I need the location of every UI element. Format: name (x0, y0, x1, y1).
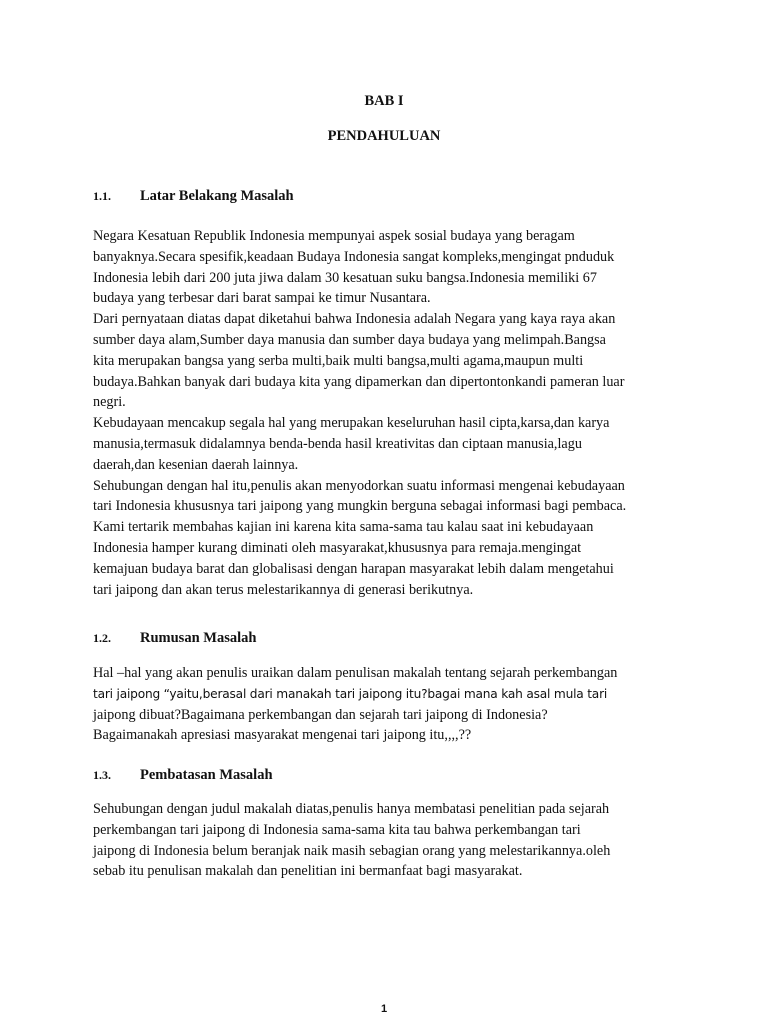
body-line: negri. (93, 394, 126, 411)
section-number: 1.3. (93, 768, 111, 782)
section-number: 1.1. (93, 189, 111, 203)
section-heading (93, 630, 256, 647)
body-line: kita merupakan bangsa yang serba multi,baik multi bangsa,multi agama,maupun multi (93, 352, 584, 369)
chapter-title: PENDAHULUAN (327, 128, 441, 144)
body-line: tari Indonesia khususnya tari jaipong yang mungkin berguna sebagai informasi bagi pembaca. (93, 498, 627, 515)
body-line: Sehubungan dengan hal itu,penulis akan menyodorkan suatu informasi mengenai kebudayaan (93, 477, 625, 494)
section-heading (93, 188, 294, 205)
body-line: Kebudayaan mencakup segala hal yang merupakan keseluruhan hasil cipta,karsa,dan karya (93, 415, 610, 432)
section-body (93, 799, 693, 882)
body-line: sebab itu penulisan makalah dan penelitian ini bermanfaat bagi masyarakat. (93, 863, 523, 880)
body-line: Hal –hal yang akan penulis uraikan dalam penulisan makalah tentang sejarah perkembangan (93, 665, 618, 681)
body-line: jaipong dibuat?Bagaimana perkembangan dan sejarah tari jaipong di Indonesia? (93, 706, 548, 723)
section-title: Latar Belakang Masalah (140, 188, 294, 204)
section-title: Pembatasan Masalah (140, 767, 273, 783)
section-title: Rumusan Masalah (140, 630, 257, 646)
body-line: Kami tertarik membahas kajian ini karena kita sama-sama tau kalau saat ini kebudayaan (93, 519, 594, 536)
section-body (93, 663, 693, 746)
body-line: budaya.Bahkan banyak dari budaya kita yang dipamerkan dan dipertontonkandi pameran luar (93, 373, 625, 390)
body-line: Sehubungan dengan judul makalah diatas,penulis hanya membatasi penelitian pada sejarah (93, 801, 610, 817)
body-line: perkembangan tari jaipong di Indonesia sama-sama kita tau bahwa perkembangan tari (93, 821, 581, 838)
page-number: 1 (380, 1003, 388, 1015)
section-number: 1.2. (93, 631, 111, 645)
body-line: banyaknya.Secara spesifik,keadaan Budaya Indonesia sangat kompleks,mengingat pnduduk (93, 248, 615, 265)
body-line: jaipong di Indonesia belum beranjak naik masih sebagian orang yang melestarikannya.oleh (93, 842, 611, 859)
body-line: tari jaipong “yaitu,berasal dari manakah tari jaipong itu?bagai mana kah asal mula tari (93, 686, 608, 701)
section-heading (93, 767, 273, 784)
body-line: budaya yang terbesar dari barat sampai ke timur Nusantara. (93, 290, 431, 307)
body-line: Indonesia lebih dari 200 juta jiwa dalam 30 kesatuan suku bangsa.Indonesia memiliki 67 (93, 269, 597, 286)
body-line: Negara Kesatuan Republik Indonesia mempunyai aspek sosial budaya yang beragam (93, 228, 575, 244)
body-line: Bagaimanakah apresiasi masyarakat mengenai tari jaipong itu,,,,?? (93, 727, 472, 744)
body-line: kemajuan budaya barat dan globalisasi dengan harapan masyarakat lebih dalam mengetahui (93, 560, 614, 577)
body-line: manusia,termasuk didalamnya benda-benda hasil kreativitas dan ciptaan manusia,lagu (93, 435, 582, 452)
body-line: Indonesia hamper kurang diminati oleh masyarakat,khususnya para remaja.mengingat (93, 539, 582, 556)
chapter-label: BAB I (364, 93, 404, 109)
body-line: tari jaipong dan akan terus melestarikannya di generasi berikutnya. (93, 581, 474, 598)
body-line: sumber daya alam,Sumber daya manusia dan sumber daya budaya yang melimpah.Bangsa (93, 331, 606, 348)
body-line: daerah,dan kesenian daerah lainnya. (93, 456, 299, 473)
section-body (93, 226, 693, 600)
body-line: Dari pernyataan diatas dapat diketahui bahwa Indonesia adalah Negara yang kaya raya akan (93, 311, 616, 328)
